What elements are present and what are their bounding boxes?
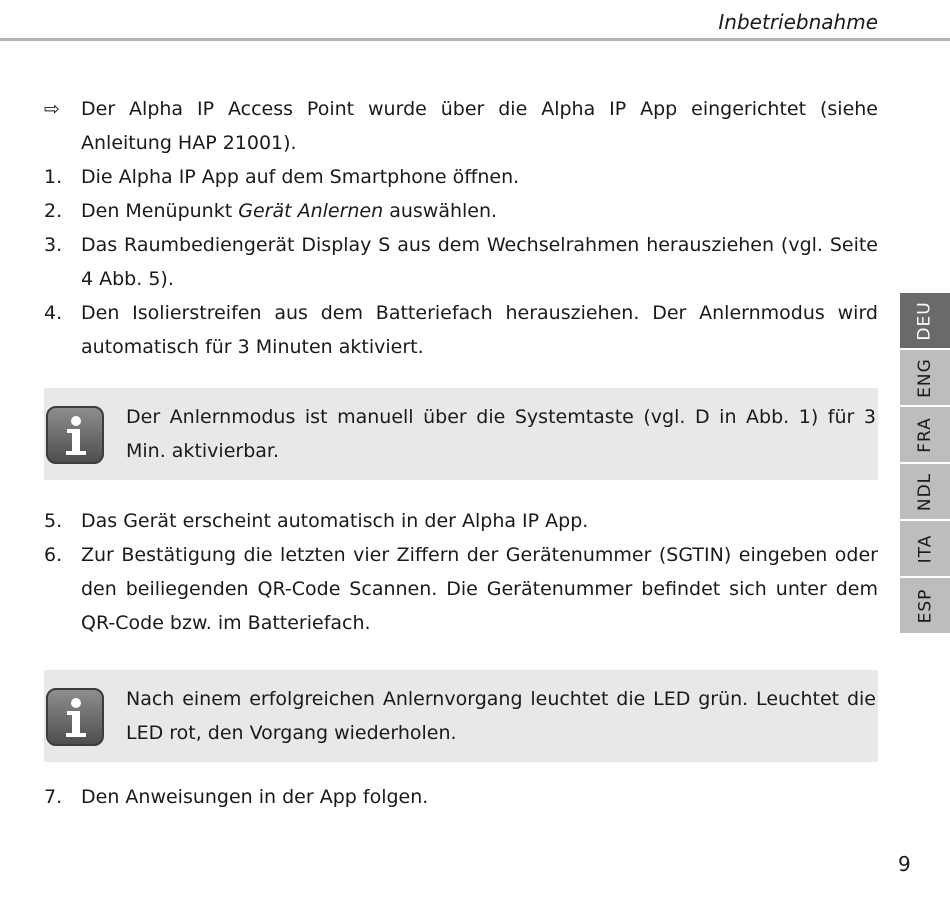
tab-fra[interactable]: FRA <box>900 407 950 462</box>
page-header-title: Inbetriebnahme <box>718 10 878 34</box>
step-number: 3. <box>44 234 63 256</box>
menu-item-reference: Gerät Anlernen <box>238 200 384 222</box>
info-note-2 <box>44 670 878 762</box>
list-item-step-1 <box>44 160 878 194</box>
list-item-prerequisite <box>44 92 878 160</box>
tab-deu[interactable]: DEU <box>900 293 950 348</box>
list-item-step-4 <box>44 296 878 364</box>
info-icon-container <box>44 682 126 746</box>
step-number: 4. <box>44 302 63 324</box>
info-note-1 <box>44 388 878 480</box>
step-number: 5. <box>44 510 63 532</box>
text-part: auswählen. <box>383 200 498 222</box>
info-icon-container <box>44 400 126 464</box>
list-item-step-2 <box>44 194 878 228</box>
header-divider <box>0 38 950 41</box>
tab-ita[interactable]: ITA <box>900 521 950 576</box>
list-item-text: Der Alpha IP Access Point wurde über die Alpha IP App eingerichtet (siehe Anleitung HAP 21001). <box>81 98 878 154</box>
instructions <box>44 92 878 814</box>
list-item-text: Den Isolierstreifen aus dem Batteriefach herausziehen. Der Anlernmodus wird automatisch für 3 Minuten aktiviert. <box>81 302 878 358</box>
list-item-step-7 <box>44 780 878 814</box>
page-number: 9 <box>898 852 911 876</box>
list-item-text: Den Anweisungen in der App folgen. <box>81 786 429 808</box>
list-item-step-6 <box>44 538 878 640</box>
language-tabs <box>900 293 950 635</box>
note-text: Der Anlernmodus ist manuell über die Systemtaste (vgl. D in Abb. 1) für 3 Min. aktivierbar. <box>126 406 876 462</box>
tab-esp[interactable]: ESP <box>900 578 950 633</box>
tab-ndl[interactable]: NDL <box>900 464 950 519</box>
info-icon <box>46 406 104 464</box>
list-item-text: Das Gerät erscheint automatisch in der Alpha IP App. <box>81 510 589 532</box>
list-item-text: Zur Bestätigung die letzten vier Ziffern der Gerätenummer (SGTIN) eingeben oder den beiliegenden QR-Code Scannen. Die Gerätenummer befindet sich unter dem QR-Code bzw. im Batteriefach. <box>81 544 878 634</box>
info-icon <box>46 688 104 746</box>
list-item-text: Das Raumbediengerät Display S aus dem Wechselrahmen herausziehen (vgl. Seite 4 Abb. 5). <box>81 234 878 290</box>
list-item-step-5 <box>44 504 878 538</box>
list-item-text: Die Alpha IP App auf dem Smartphone öffnen. <box>81 166 520 188</box>
note-text: Nach einem erfolgreichen Anlernvorgang leuchtet die LED grün. Leuchtet die LED rot, den Vorgang wiederholen. <box>126 688 876 744</box>
list-item-text <box>81 194 878 228</box>
list-item-step-3 <box>44 228 878 296</box>
tab-eng[interactable]: ENG <box>900 350 950 405</box>
step-number: 7. <box>44 786 63 808</box>
step-number: 1. <box>44 166 63 188</box>
step-number: 2. <box>44 200 63 222</box>
step-number: 6. <box>44 544 63 566</box>
arrow-marker: ⇨ <box>44 98 60 120</box>
text-part: Den Menüpunkt <box>81 200 239 222</box>
